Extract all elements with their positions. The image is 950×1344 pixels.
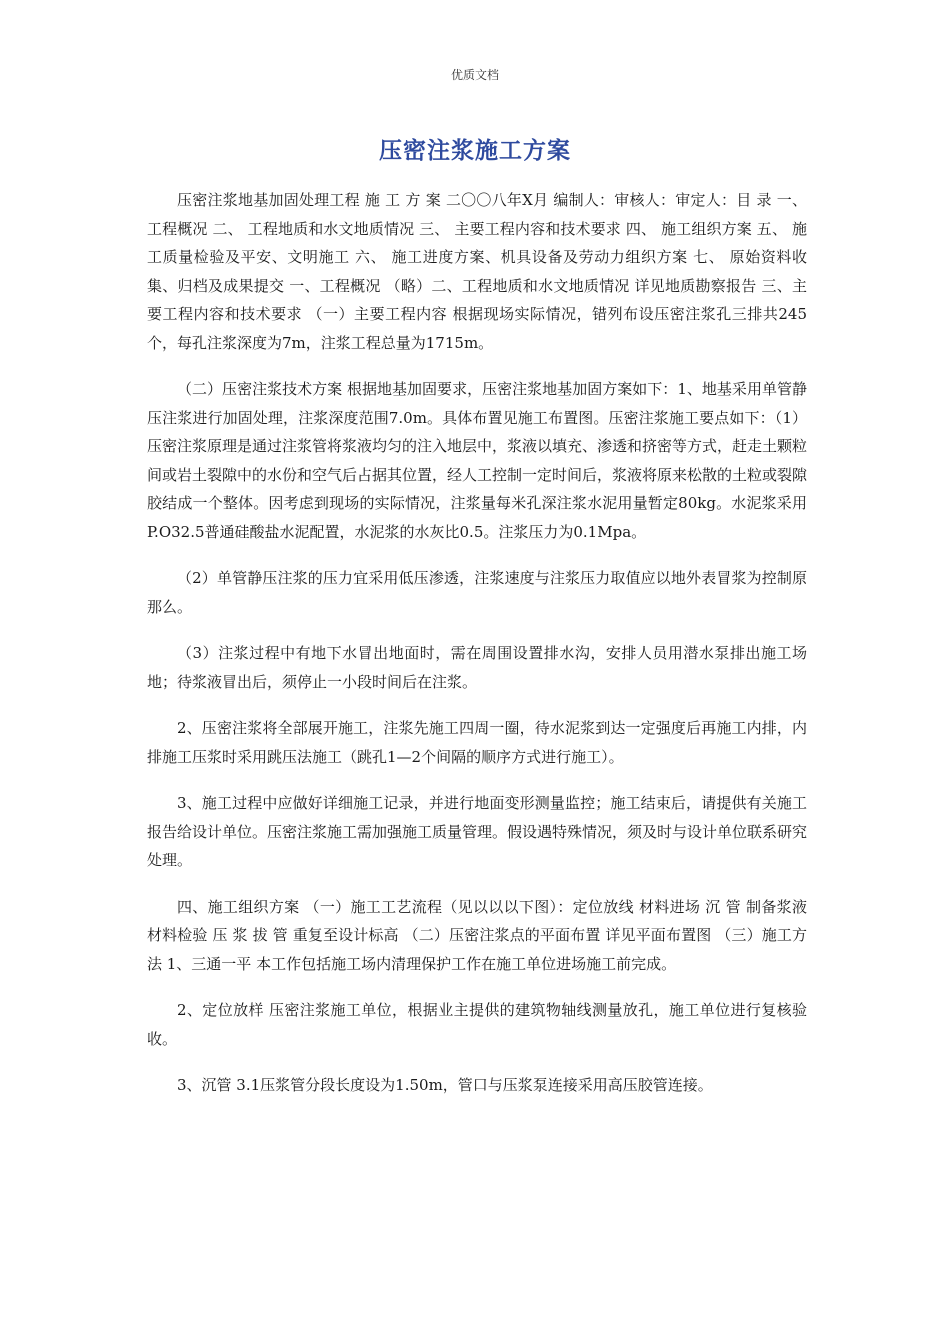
paragraph-organization: 四、施工组织方案 （一）施工工艺流程（见以以以下图）：定位放线 材料进场 沉 管 制备浆液 材料检验 压 浆 拔 管 重复至设计标高 （二）压密注浆点的平面布置 详见平面布置图 （三）施工方法 1、三通一平 本工作包括施工场内清理保护工作在施工单位进场施工前完成。 — [147, 897, 807, 973]
document-title: 压密注浆施工方案 — [379, 138, 571, 164]
page-header: 优质文档 — [450, 68, 499, 82]
paragraph-pressure: （2）单管静压注浆的压力宜采用低压渗透，注浆速度与注浆压力取值应以地外表冒浆为控制原那么。 — [147, 569, 807, 616]
paragraph-groundwater: （3）注浆过程中有地下水冒出地面时，需在周围设置排水沟，安排人员用潜水泵排出施工场地；待浆液冒出后，须停止一小段时间后在注浆。 — [147, 644, 807, 691]
document-body — [147, 186, 807, 1118]
paragraph-overview: 压密注浆地基加固处理工程 施 工 方 案 二〇〇八年X月 编制人：审核人：审定人：目 录 一、 工程概况 二、 工程地质和水文地质情况 三、 主要工程内容和技术要求 四、 施工组织方案 五、 施工质量检验及平安、文明施工 六、 施工进度方案、机具设备及劳动力组织方案 七、 原始资料收集、归档及成果提交 一、工程概况 （略）二、工程地质和水文地质情况 详见地质勘察报告 三、主要工程内容和技术要求 （一）主要工程内容 根据现场实际情况，错列布设压密注浆孔三排共245个，每孔注浆深度为7m，注浆工程总量为1715m。 — [147, 191, 807, 352]
paragraph-pipe: 3、沉管 3.1压浆管分段长度设为1.50m，管口与压浆泵连接采用高压胶管连接。 — [177, 1076, 713, 1094]
paragraph-layout: 2、定位放样 压密注浆施工单位，根据业主提供的建筑物轴线测量放孔，施工单位进行复核验收。 — [147, 1001, 807, 1048]
paragraph-grouting-plan: （二）压密注浆技术方案 根据地基加固要求，压密注浆地基加固方案如下：1、地基采用单管静压注浆进行加固处理，注浆深度范围7.0m。具体布置见施工布置图。压密注浆施工要点如下：（1）压密注浆原理是通过注浆管将浆液均匀的注入地层中，浆液以填充、渗透和挤密等方式，赶走土颗粒间或岩土裂隙中的水份和空气后占据其位置，经人工控制一定时间后，浆液将原来松散的土粒或裂隙胶结成一个整体。因考虑到现场的实际情况，注浆量每米孔深注浆水泥用量暂定80kg。水泥浆采用P.O32.5普通硅酸盐水泥配置，水泥浆的水灰比0.5。注浆压力为0.1Mpa。 — [147, 380, 808, 541]
paragraph-records: 3、施工过程中应做好详细施工记录，并进行地面变形测量监控；施工结束后，请提供有关施工报告给设计单位。压密注浆施工需加强施工质量管理。假设遇特殊情况，须及时与设计单位联系研究处理。 — [147, 794, 808, 869]
paragraph-sequence: 2、压密注浆将全部展开施工，注浆先施工四周一圈，待水泥浆到达一定强度后再施工内排，内排施工压浆时采用跳压法施工（跳孔1—2个间隔的顺序方式进行施工）。 — [147, 719, 807, 766]
